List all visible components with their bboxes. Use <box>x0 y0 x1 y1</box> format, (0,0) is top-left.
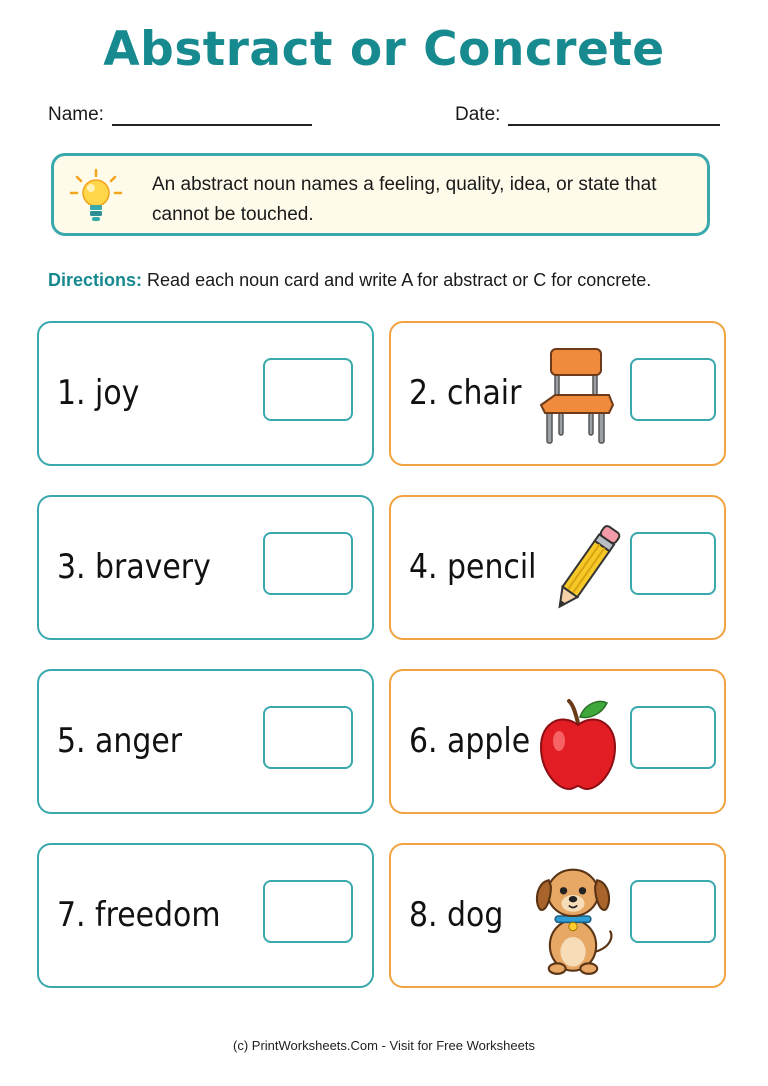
noun-card-apple <box>389 669 726 814</box>
lightbulb-icon <box>68 168 124 224</box>
definition-text: An abstract noun names a feeling, quality, idea, or state that cannot be touched. <box>152 174 657 225</box>
noun-word: 2. chair <box>409 373 522 413</box>
name-label: Name: <box>48 104 104 125</box>
pencil-icon <box>541 515 631 623</box>
date-field[interactable] <box>455 104 720 126</box>
name-date-row <box>48 104 728 132</box>
date-label: Date: <box>455 104 501 125</box>
answer-box[interactable] <box>263 532 353 595</box>
noun-card-anger <box>37 669 374 814</box>
apple-icon <box>533 689 623 797</box>
noun-card-chair <box>389 321 726 466</box>
directions-text-3: for concrete. <box>546 270 652 290</box>
answer-box[interactable] <box>630 358 716 421</box>
answer-box[interactable] <box>263 880 353 943</box>
noun-card-freedom <box>37 843 374 988</box>
noun-word: 4. pencil <box>409 547 537 587</box>
directions <box>48 270 748 291</box>
noun-word: 7. freedom <box>57 895 221 935</box>
noun-card-pencil <box>389 495 726 640</box>
answer-box[interactable] <box>263 358 353 421</box>
chair-icon <box>531 341 621 449</box>
noun-word: 5. anger <box>57 721 183 761</box>
name-field[interactable] <box>48 104 312 126</box>
date-line[interactable] <box>508 104 720 126</box>
name-line[interactable] <box>112 104 312 126</box>
noun-word: 8. dog <box>409 895 504 935</box>
dog-icon <box>525 855 621 977</box>
definition-box <box>51 153 710 236</box>
noun-card-bravery <box>37 495 374 640</box>
directions-text-1: Read each noun card and write <box>142 270 402 290</box>
noun-word: 1. joy <box>57 373 140 413</box>
directions-label: Directions: <box>48 270 143 290</box>
footer-credit: (c) PrintWorksheets.Com - Visit for Free Worksheets <box>233 1038 535 1053</box>
directions-letter-a: A <box>401 270 413 290</box>
noun-card-dog <box>389 843 726 988</box>
noun-card-joy <box>37 321 374 466</box>
noun-word: 6. apple <box>409 721 531 761</box>
directions-letter-c: C <box>533 270 547 290</box>
answer-box[interactable] <box>630 532 716 595</box>
answer-box[interactable] <box>630 880 716 943</box>
answer-box[interactable] <box>263 706 353 769</box>
directions-text-2: for abstract or <box>412 270 534 290</box>
answer-box[interactable] <box>630 706 716 769</box>
noun-word: 3. bravery <box>57 547 211 587</box>
page-title: Abstract or Concrete <box>103 22 665 77</box>
